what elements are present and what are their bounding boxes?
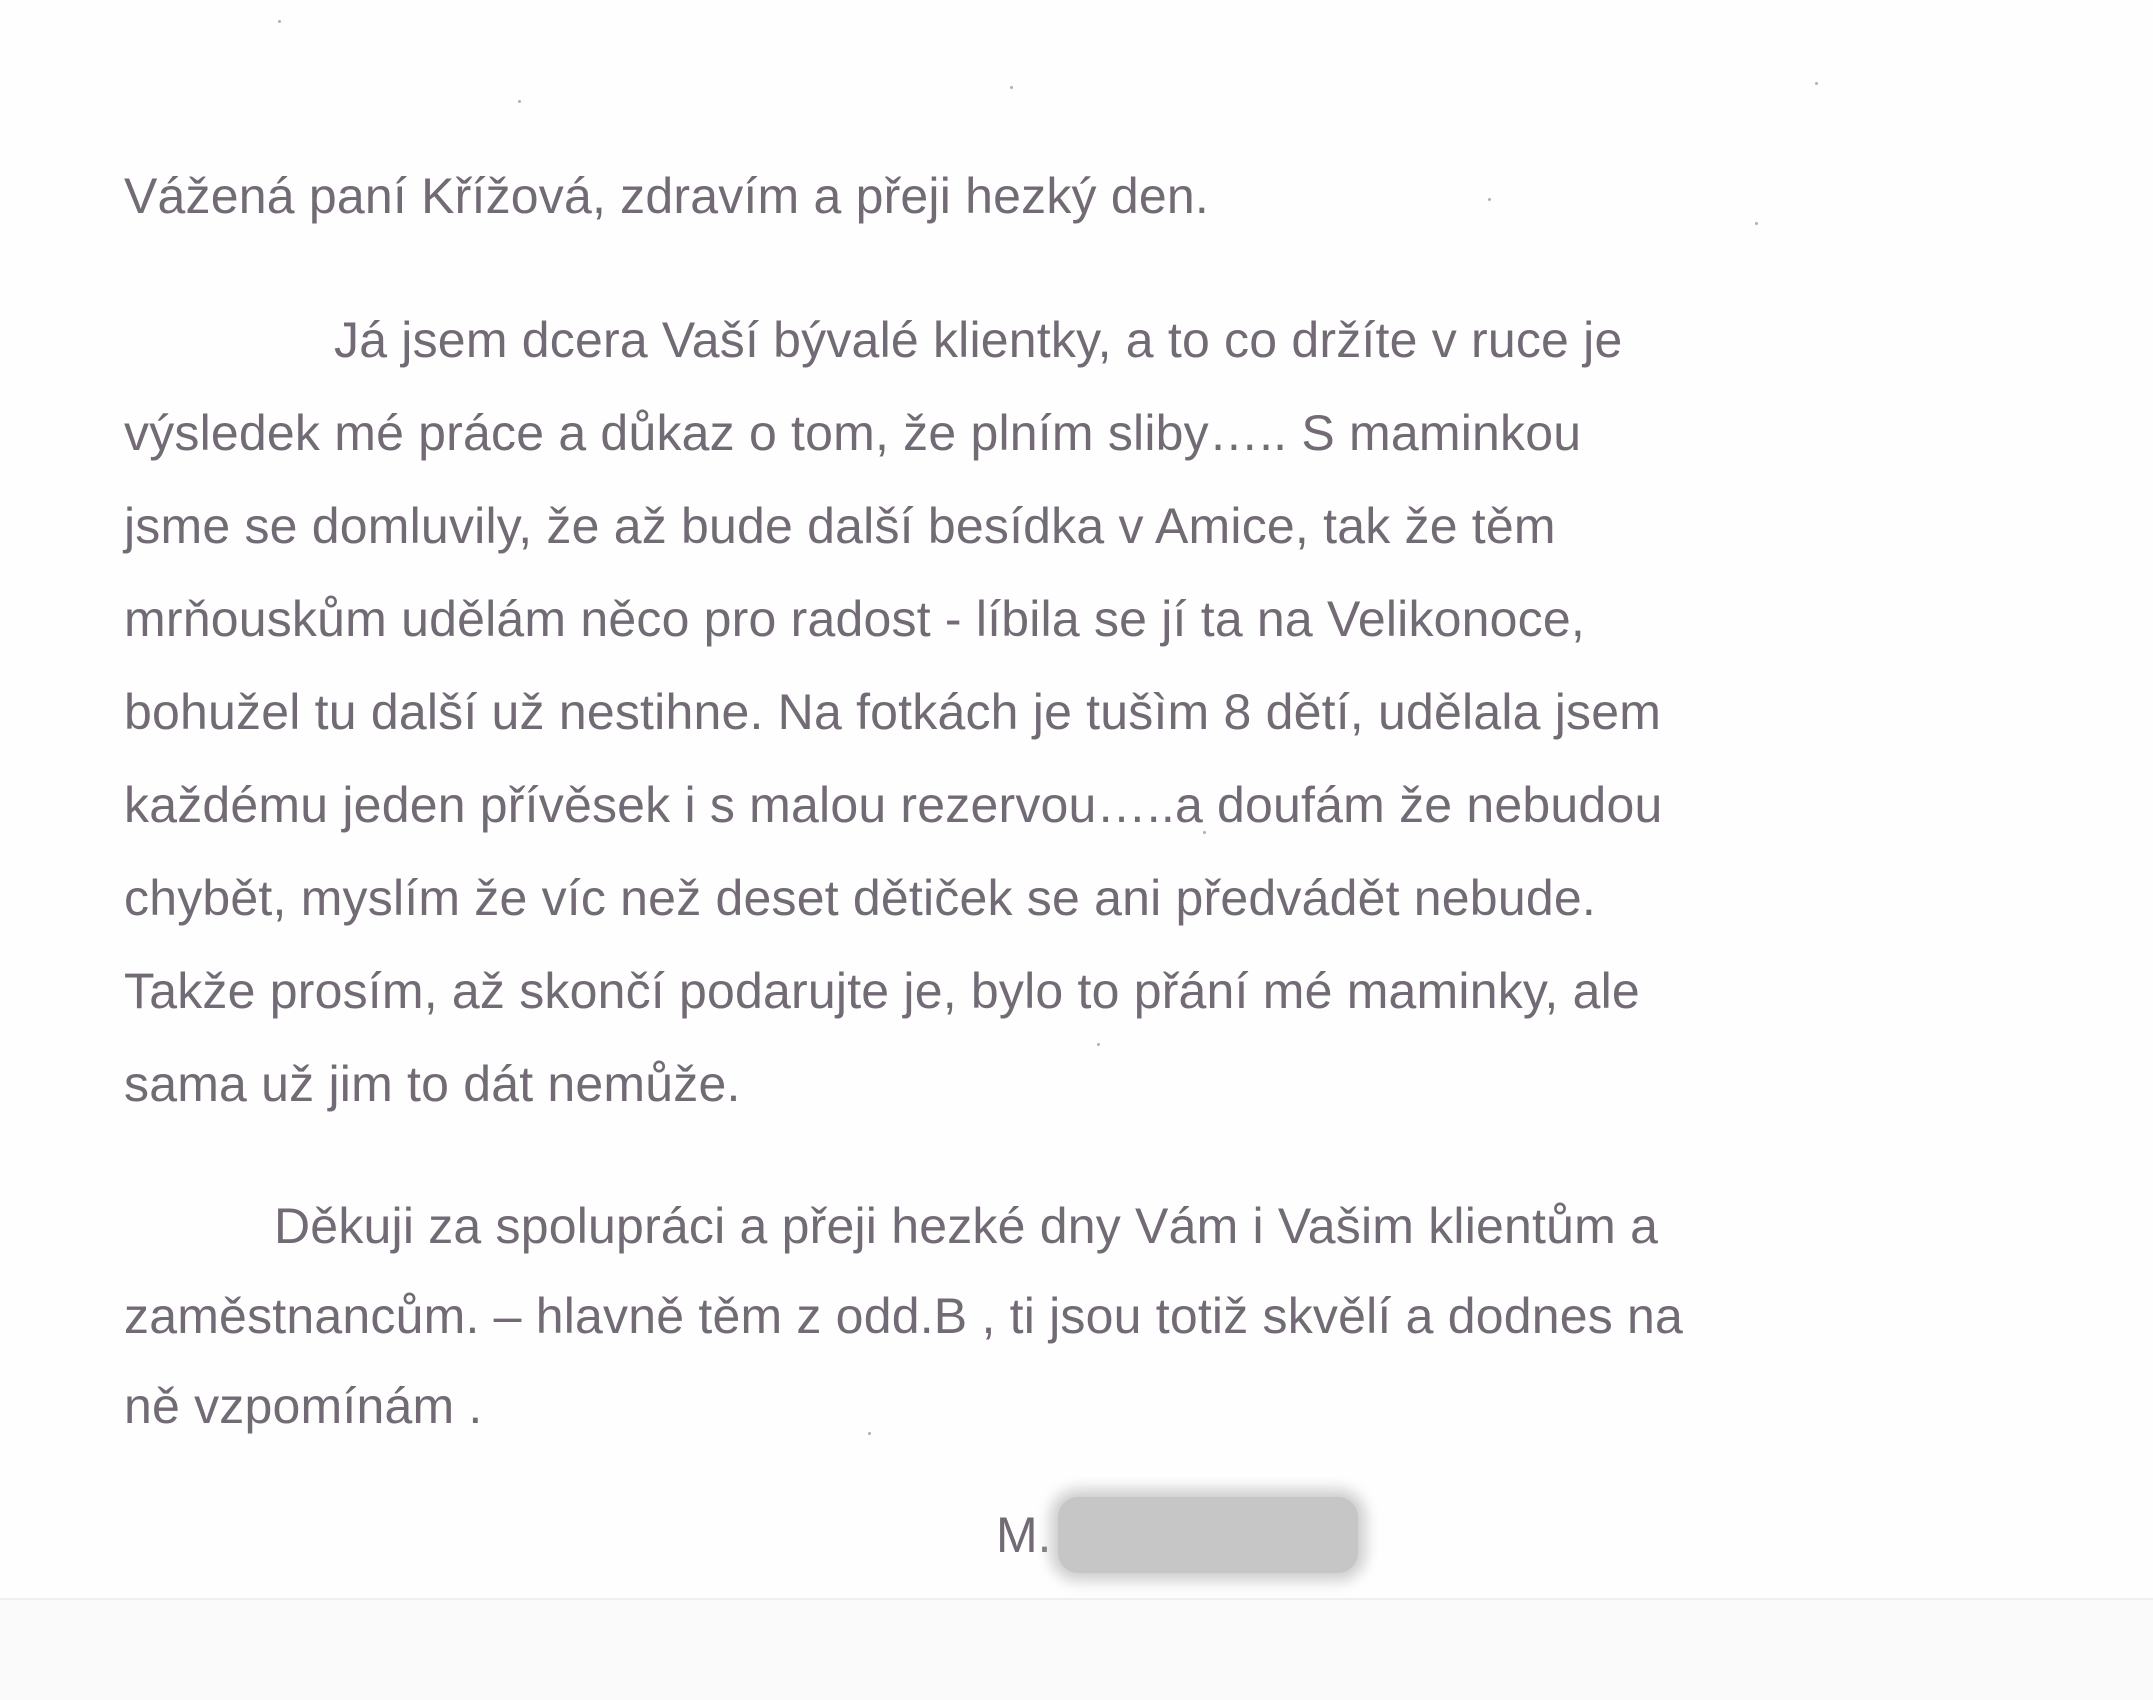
signature-initial: M. xyxy=(996,1507,1052,1563)
scan-speck xyxy=(1010,86,1013,89)
letter-paragraph-2 xyxy=(124,1181,2064,1451)
paragraph-line: sama už jim to dát nemůže. xyxy=(124,1056,741,1112)
redaction-blur xyxy=(1058,1497,1358,1573)
signature xyxy=(996,1495,1358,1575)
paragraph-line: ně vzpomínám . xyxy=(124,1378,483,1434)
scan-speck xyxy=(518,100,521,103)
paragraph-line: každému jeden přívěsek i s malou rezervou…..a doufám že nebudou xyxy=(124,777,1663,833)
paragraph-line: výsledek mé práce a důkaz o tom, že plním sliby….. S maminkou xyxy=(124,405,1582,461)
paper-bottom-edge xyxy=(0,1598,2153,1700)
paragraph-line: jsme se domluvily, že až bude další besídka v Amice, tak že těm xyxy=(124,498,1556,554)
paragraph-line: Já jsem dcera Vaší bývalé klientky, a to co držíte v ruce je xyxy=(334,312,1623,368)
scan-speck xyxy=(1815,82,1818,85)
paragraph-line: Takže prosím, až skončí podarujte je, bylo to přání mé maminky, ale xyxy=(124,963,1640,1019)
paragraph-line: bohužel tu další už nestihne. Na fotkách je tušìm 8 dětí, udělala jsem xyxy=(124,684,1662,740)
paragraph-line: mrňouskům udělám něco pro radost - líbila se jí ta na Velikonoce, xyxy=(124,591,1585,647)
letter-paragraph-1 xyxy=(124,294,2064,1131)
scan-speck xyxy=(278,20,281,23)
paragraph-line: chybět, myslím že víc než deset dětiček se ani předvádět nebude. xyxy=(124,870,1596,926)
letter-greeting: Vážená paní Křížová, zdravím a přeji hezký den. xyxy=(124,168,1209,224)
paragraph-line: Děkuji za spolupráci a přeji hezké dny Vám i Vašim klientům a xyxy=(274,1198,1659,1254)
paragraph-line: zaměstnancům. – hlavně těm z odd.B , ti jsou totiž skvělí a dodnes na xyxy=(124,1288,1684,1344)
letter-body xyxy=(124,150,2064,1451)
